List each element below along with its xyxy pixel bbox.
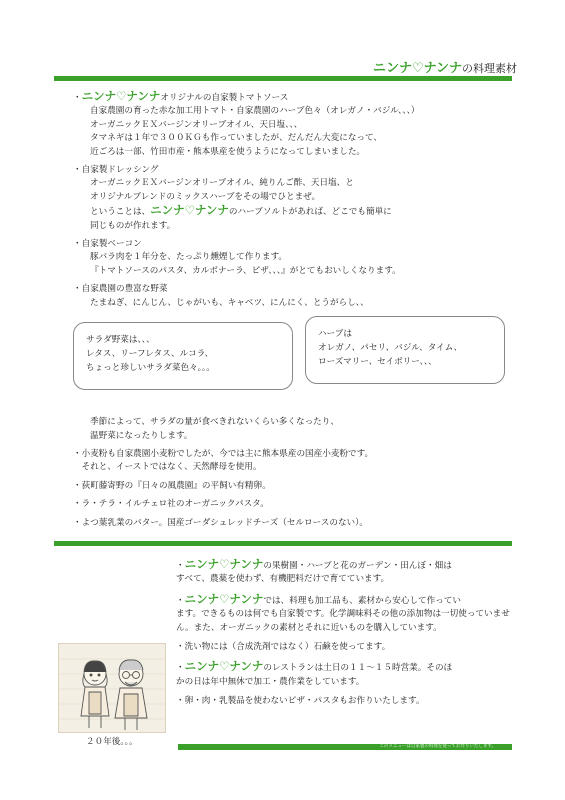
section-line: たまねぎ、にんじん、じゃがいも、キャベツ、にんにく、とうがらし、、: [90, 297, 369, 308]
brand-name: ニンナ♡ナンナ: [81, 89, 161, 103]
note-restaurant-hours: [176, 660, 512, 689]
box-line: ローズマリー、セイボリー、、、: [318, 357, 437, 368]
bullet-line: ・よつ葉乳業のバター。国産ゴーダシュレッドチーズ（セルロースのない）。: [73, 517, 369, 528]
section-line: 『トマトソースのパスタ、カルボナーラ、ピザ、、、』がとてもおいしくなります。: [90, 265, 401, 276]
section-line: 豚バラ肉を１年分を、たっぷり燻煙して作ります。: [90, 252, 287, 263]
brand-name: ニンナ♡ナンナ: [372, 61, 462, 76]
note-text: では、料理も加工品も、素材から安心して作ってい: [263, 595, 462, 606]
line-text: のハーブソルトがあれば、どこでも簡単に: [228, 207, 392, 218]
section-vegetables: [73, 283, 513, 310]
box-line: ハーブは: [318, 329, 352, 340]
note-text: の果樹園・ハーブと花のガーデン・田んぼ・畑は: [263, 561, 452, 571]
title-text: オリジナルの自家製トマトソース: [160, 93, 289, 103]
brand-name: ニンナ♡ナンナ: [150, 203, 229, 218]
brand-name: ニンナ♡ナンナ: [184, 557, 264, 571]
middle-green-rule: [54, 541, 512, 546]
note-text: ・卵・肉・乳製品を使わないピザ・パスタもお作りいたします。: [176, 696, 425, 707]
line-text: ということは、: [90, 207, 151, 218]
bullet: ・: [73, 93, 82, 103]
bullet-butter: [73, 517, 513, 530]
note-text: ・洗い物には（合成洗剤ではなく）石鹸を使ってます。: [176, 642, 391, 653]
salad-box: [73, 322, 293, 390]
bullet-eggs: [73, 480, 513, 493]
section-line: 同じものが作れます。: [90, 220, 176, 231]
section-line: [73, 204, 513, 219]
section-line: タマネギは１年で３００ＫＧも作っていましたが、だんだん大変になって、: [90, 133, 383, 144]
section-line: オーガニックＥＸバージンオリーブオイル、天日塩、、、: [90, 119, 303, 130]
note-vegan-option: [176, 695, 512, 708]
farm-notes: [176, 558, 512, 715]
illustration-caption: ２０年後。。。: [86, 737, 138, 747]
footer-note: このメニューは自家製の料理を使ってお作りいたします。: [379, 744, 496, 749]
section-title: ・自家農園の豊富な野菜: [73, 284, 168, 295]
box-line: オレガノ、パセリ、バジル、タイム、: [318, 343, 463, 354]
note-text: かの日は年中無休で加工・農作業をしています。: [176, 676, 365, 687]
section-line: 近ごろは一部、竹田市産・熊本県産を使うようになってしまいました。: [90, 146, 366, 157]
note-line: 温野菜になったりします。: [90, 430, 193, 441]
box-line: レタス、リーフレタス、ルコラ、: [86, 349, 214, 360]
bullet-pasta: [73, 498, 513, 511]
section-bacon: [73, 238, 513, 278]
bullet-line: それと、イーストではなく、天然酵母を使用。: [73, 462, 262, 473]
bullet-flour: [73, 448, 513, 475]
note-soap: [176, 641, 512, 654]
herb-box: [305, 316, 505, 384]
note-text: のレストランは土日の１１～１５時営業。そのほ: [263, 663, 453, 674]
bullet: ・: [176, 595, 185, 606]
brand-name: ニンナ♡ナンナ: [184, 659, 264, 674]
page-title: [373, 57, 517, 76]
box-line: ちょっと珍しいサラダ菜色々。。。: [86, 363, 215, 374]
brand-name: ニンナ♡ナンナ: [184, 591, 264, 606]
section-line: 自家農園の育った赤な加工用トマト・自家農園のハーブ色々（オレガノ・バジル、、、）: [90, 106, 420, 117]
vegetable-boxes: [73, 316, 513, 406]
section-title: [73, 90, 513, 105]
box-line: サラダ野菜は、、、: [86, 335, 155, 346]
note-orchard: [176, 558, 512, 587]
section-line: オーガニックＥＸバージンオリーブオイル、純りんご酢、天日塩、と: [90, 178, 354, 189]
bullet: ・: [176, 561, 185, 571]
section-title: ・自家製ドレッシング: [73, 165, 159, 176]
bullet-line: ・荻町藤寄野の『日々の風農園』の平飼い有精卵。: [73, 480, 271, 491]
bullet-line: ・小麦粉も自家農園小麦粉でしたが、今では主に熊本県産の国産小麦粉です。: [73, 448, 374, 459]
section-line: オリジナルブレンドのミックスハーブをその場でひとまぜ。: [90, 191, 321, 202]
top-green-rule: [54, 76, 512, 81]
section-dressing: [73, 164, 513, 233]
bullet: ・: [176, 663, 185, 674]
bullet-line: ・ラ・テラ・イルチェロ社のオーガニックパスタ。: [73, 499, 269, 510]
note-text: ます。できるものは何でも自家製です。化学調味料その他の添加物は一切使っていません。また、オーガニックの素材とそれに近いものを購入しています。: [176, 609, 510, 633]
note-line: 季節によって、サラダの量が食べきれないくらい多くなったり、: [90, 417, 339, 428]
title-suffix: の料理素材: [462, 62, 517, 75]
bottom-green-rule: [178, 744, 512, 750]
couple-drawing-icon: [59, 644, 166, 733]
note-homemade: [176, 593, 512, 635]
section-title: ・自家製ベーコン: [73, 239, 142, 250]
note-text: すべて、農薬を使わず、有機肥料だけで育てています。: [176, 574, 390, 585]
season-note: [73, 416, 513, 443]
ingredients-list: [73, 90, 513, 535]
couple-illustration: [58, 643, 166, 733]
section-tomato-sauce: [73, 90, 513, 159]
